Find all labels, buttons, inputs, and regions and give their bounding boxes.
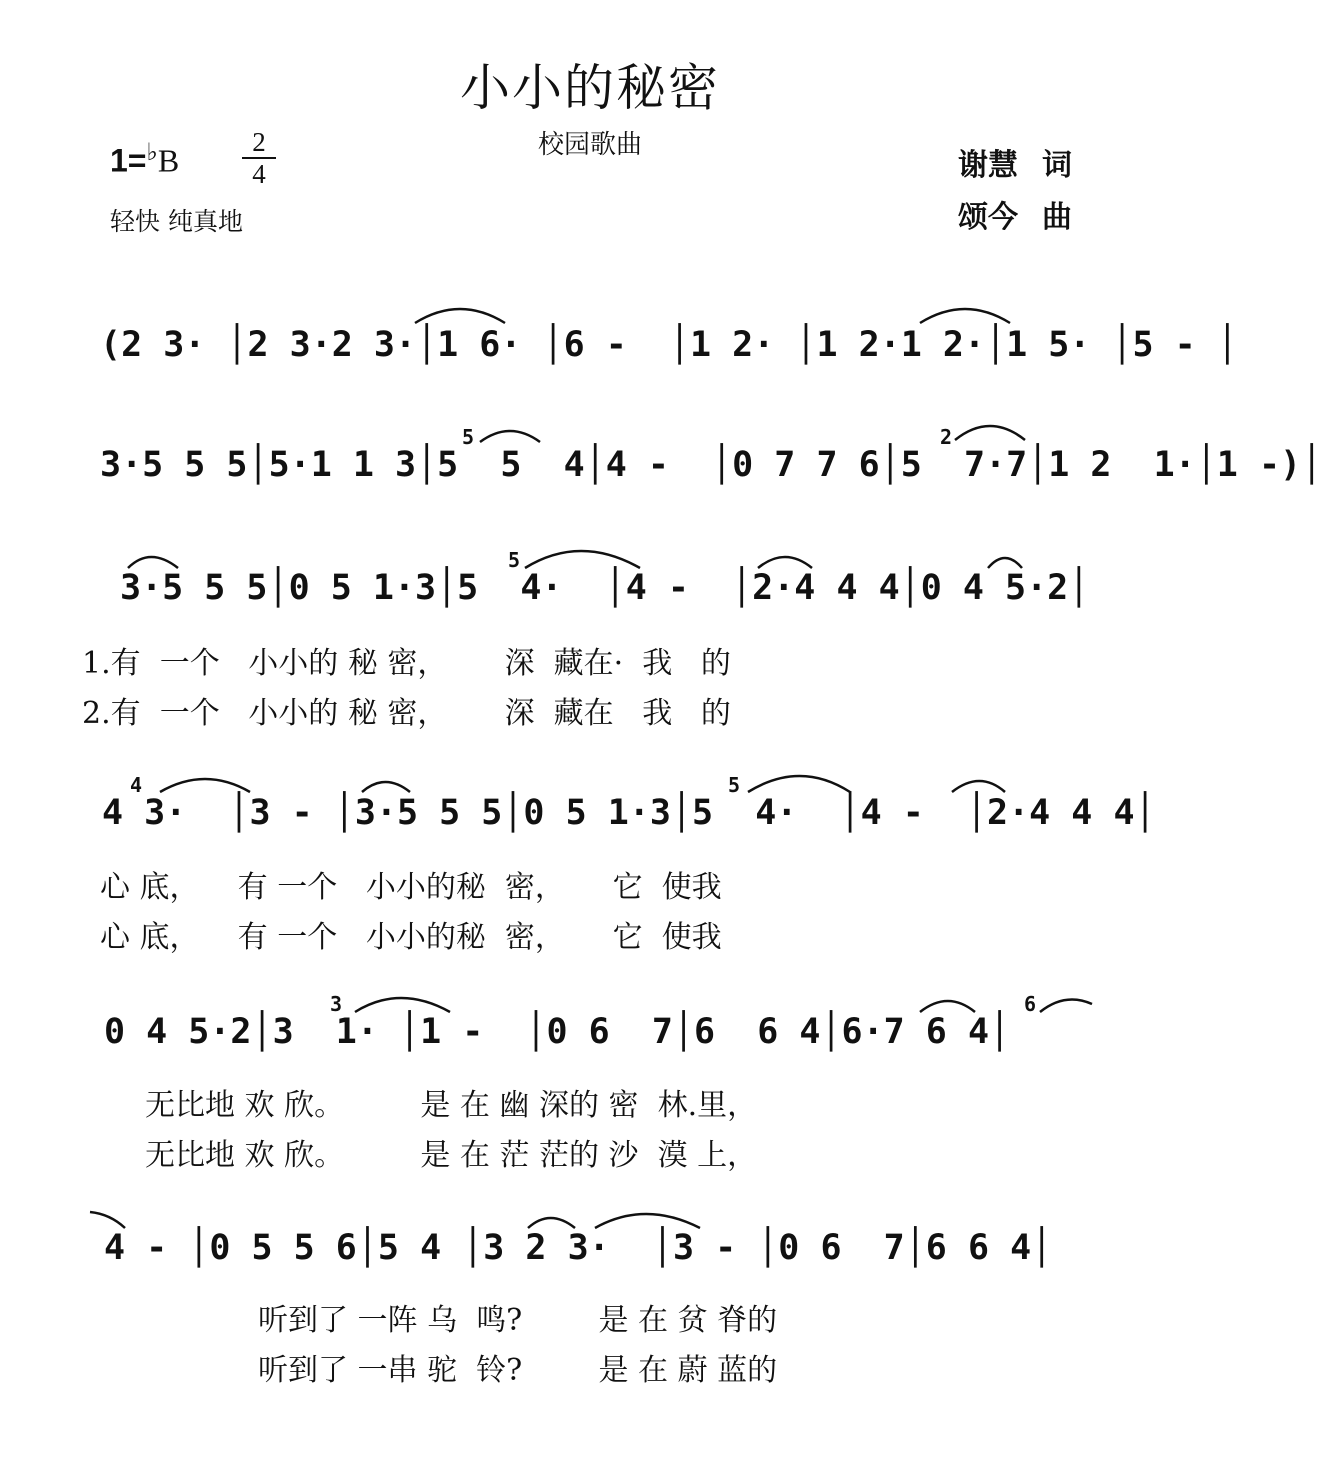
slur-row-3 bbox=[0, 538, 1180, 578]
composer-name: 颂今 bbox=[958, 200, 1018, 235]
score-row-3: 3·5 5 5│0 5 1·3│5 4· │4 - │2·4 4 4│0 4 5·2│ bbox=[120, 568, 1090, 608]
lyric-row-5-verse-1: 无比地 欢 欣。 是 在 幽 深的 密 林.里， bbox=[145, 1088, 758, 1123]
lyric-row-6-verse-1: 听到了 一阵 乌 鸣? 是 在 贫 脊的 bbox=[258, 1303, 778, 1338]
song-subtitle: 校园歌曲 bbox=[537, 130, 642, 160]
composer-role: 曲 bbox=[1042, 200, 1072, 235]
grace-note-row-5b: 6 bbox=[1024, 992, 1037, 1016]
time-denominator: 4 bbox=[252, 159, 266, 189]
lyricist-name: 谢慧 bbox=[958, 148, 1018, 183]
lyric-row-4-verse-2: 心 底， 有 一个 小小的秘 密， 它 使我 bbox=[100, 920, 722, 955]
grace-note-row-4b: 5 bbox=[728, 773, 741, 797]
score-row-1: (2 3· │2 3·2 3·│1 6· │6 - │1 2· │1 2·1 2·│1 5· │5 - │ bbox=[100, 325, 1238, 365]
lyric-row-6-verse-2: 听到了 一串 驼 铃? 是 在 蔚 蓝的 bbox=[258, 1353, 778, 1388]
slur-row-4 bbox=[0, 762, 1180, 802]
lyricist-credit bbox=[958, 140, 1096, 184]
slur-row-5 bbox=[0, 982, 1180, 1022]
grace-note-row-2a: 5 bbox=[462, 425, 475, 449]
lyric-row-3-verse-2: 2.有 一个 小小的 秘 密， 深 藏在 我 的 bbox=[82, 696, 731, 731]
score-row-5: 0 4 5·2│3 1· │1 - │0 6 7│6 6 4│6·7 6 4│ bbox=[104, 1012, 1011, 1052]
slur-row-2 bbox=[0, 412, 1180, 452]
slur-row-6 bbox=[0, 1198, 1180, 1238]
grace-note-row-2b: 2 bbox=[940, 425, 953, 449]
time-numerator: 2 bbox=[252, 127, 266, 157]
tempo-marking: 轻快 纯真地 bbox=[110, 207, 243, 236]
score-row-6: 4 - │0 5 5 6│5 4 │3 2 3· │3 - │0 6 7│6 6 4│ bbox=[104, 1228, 1053, 1268]
lyric-row-3-verse-1: 1.有 一个 小小的 秘 密， 深 藏在· 我 的 bbox=[82, 646, 731, 681]
key-prefix: 1= bbox=[110, 142, 147, 179]
score-row-4: 4 3· │3 - │3·5 5 5│0 5 1·3│5 4· │4 - │2·4 4 4│ bbox=[102, 793, 1156, 833]
key-note: B bbox=[157, 142, 180, 179]
score-row-2: 3·5 5 5│5·1 1 3│5 5 4│4 - │0 7 7 6│5 7·7│1 2 1·│1 -)│ bbox=[100, 445, 1322, 485]
lyricist-role: 词 bbox=[1042, 148, 1072, 183]
flat-icon: ♭ bbox=[146, 139, 158, 166]
key-signature bbox=[110, 138, 179, 180]
lyric-row-5-verse-2: 无比地 欢 欣。 是 在 茫 茫的 沙 漠 上， bbox=[145, 1138, 758, 1173]
slur-row-1 bbox=[0, 295, 1180, 335]
time-signature bbox=[242, 128, 276, 188]
grace-note-row-4a: 4 bbox=[130, 773, 143, 797]
lyric-row-4-verse-1: 心 底， 有 一个 小小的秘 密， 它 使我 bbox=[100, 870, 722, 905]
grace-note-row-5a: 3 bbox=[330, 992, 343, 1016]
grace-note-row-3: 5 bbox=[508, 548, 521, 572]
composer-credit bbox=[958, 192, 1096, 236]
song-title: 小小的秘密 bbox=[460, 59, 720, 117]
